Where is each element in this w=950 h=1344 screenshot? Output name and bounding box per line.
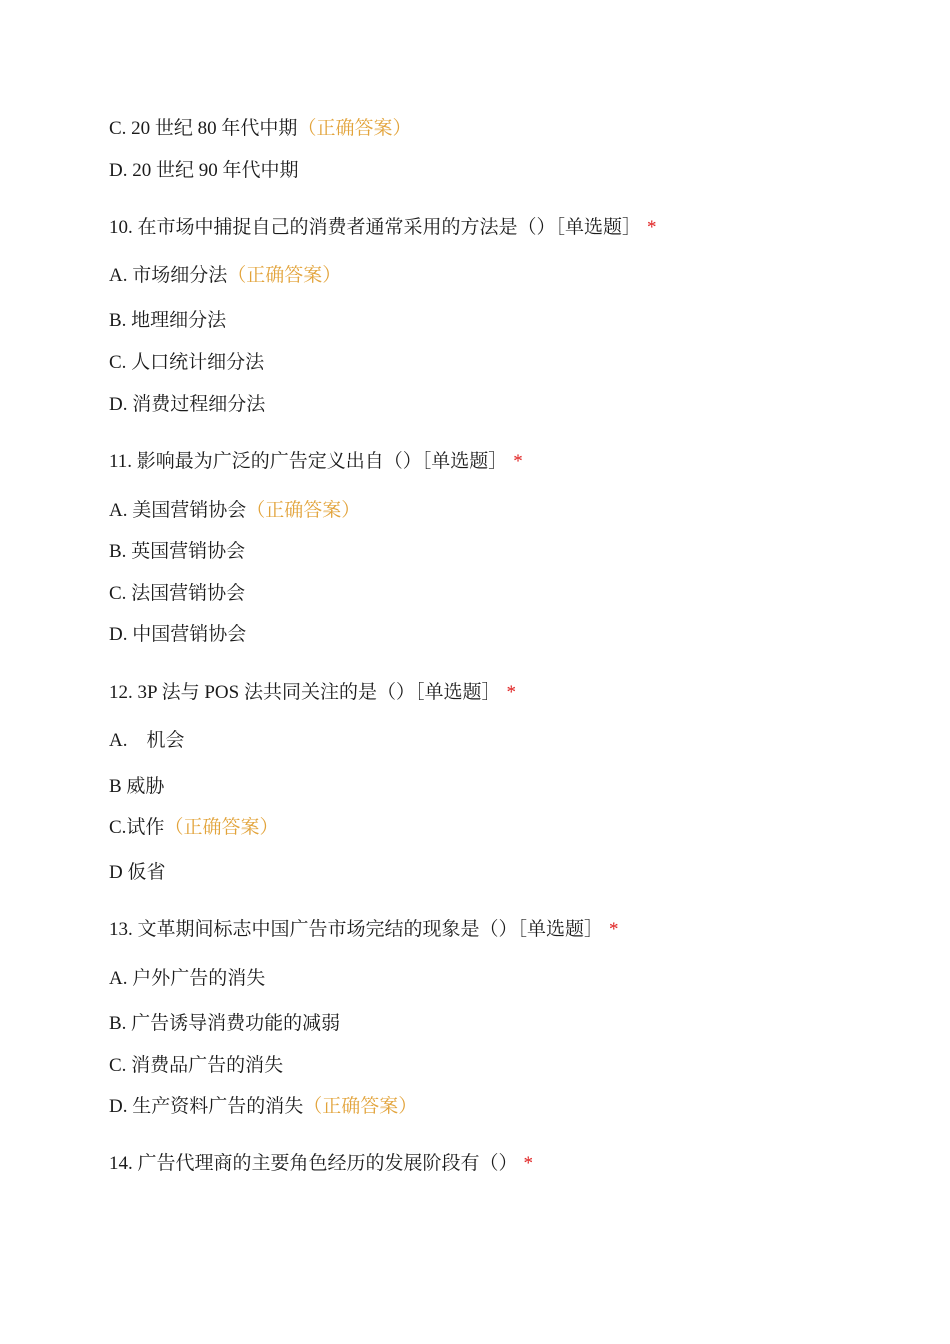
question-text: 14. 广告代理商的主要角色经历的发展阶段有（）	[109, 1153, 518, 1174]
option-c-q12	[109, 816, 278, 840]
question-text: 11. 影响最为广泛的广告定义出自（）［单选题］	[109, 451, 508, 472]
question-text: 10. 在市场中捕捉自己的消费者通常采用的方法是（）［单选题］	[109, 217, 642, 238]
option-c-q10	[109, 351, 264, 375]
option-a-q13	[109, 967, 265, 991]
question-text: 12. 3P 法与 POS 法共同关注的是（）［单选题］	[109, 682, 501, 703]
required-star: *	[609, 919, 619, 940]
option-a-q12	[109, 729, 184, 753]
option-text: D. 中国营销协会	[109, 624, 247, 645]
correct-answer-mark: （正确答案）	[227, 265, 342, 286]
question-12	[109, 681, 516, 705]
option-text: B. 地理细分法	[109, 310, 227, 331]
correct-answer-mark: （正确答案）	[303, 1096, 418, 1117]
question-10	[109, 216, 657, 240]
question-13	[109, 918, 619, 942]
option-text: C. 20 世纪 80 年代中期	[109, 118, 298, 139]
option-b-q11	[109, 540, 245, 564]
option-text: C. 消费品广告的消失	[109, 1055, 284, 1076]
option-c-q13	[109, 1054, 283, 1078]
option-c-q11	[109, 582, 245, 606]
option-text: A. 美国营销协会	[109, 500, 247, 521]
option-d-q11	[109, 623, 246, 647]
option-text: A. 户外广告的消失	[109, 968, 266, 989]
option-text: C.试作	[109, 817, 165, 838]
option-b-q12	[109, 775, 164, 799]
option-text: D. 20 世纪 90 年代中期	[109, 160, 299, 181]
option-d-q10	[109, 393, 265, 417]
option-text: D 仮省	[109, 862, 166, 883]
question-11	[109, 450, 523, 474]
option-text: D. 生产资料广告的消失	[109, 1096, 304, 1117]
option-text: A. 市场细分法	[109, 265, 228, 286]
option-text: C. 人口统计细分法	[109, 352, 265, 373]
question-text: 13. 文革期间标志中国广告市场完结的现象是（）［单选题］	[109, 919, 604, 940]
required-star: *	[506, 682, 516, 703]
option-a-q11	[109, 499, 360, 523]
option-d-q12	[109, 861, 165, 885]
option-text: A. 机会	[109, 730, 185, 751]
option-text: C. 法国营销协会	[109, 583, 246, 604]
option-d-q13	[109, 1095, 417, 1119]
correct-answer-mark: （正确答案）	[246, 500, 361, 521]
option-text: B 威胁	[109, 776, 165, 797]
required-star: *	[523, 1153, 534, 1174]
required-star: *	[513, 451, 523, 472]
option-a-q10	[109, 264, 341, 288]
option-text: B. 广告诱导消费功能的减弱	[109, 1013, 341, 1034]
correct-answer-mark: （正确答案）	[297, 118, 412, 139]
option-text: D. 消费过程细分法	[109, 394, 266, 415]
option-c-q9	[109, 117, 411, 141]
required-star: *	[647, 217, 657, 238]
option-text: B. 英国营销协会	[109, 541, 246, 562]
correct-answer-mark: （正确答案）	[164, 817, 279, 838]
option-b-q13	[109, 1012, 340, 1036]
option-b-q10	[109, 309, 226, 333]
question-14	[109, 1152, 533, 1176]
option-d-q9	[109, 159, 298, 183]
